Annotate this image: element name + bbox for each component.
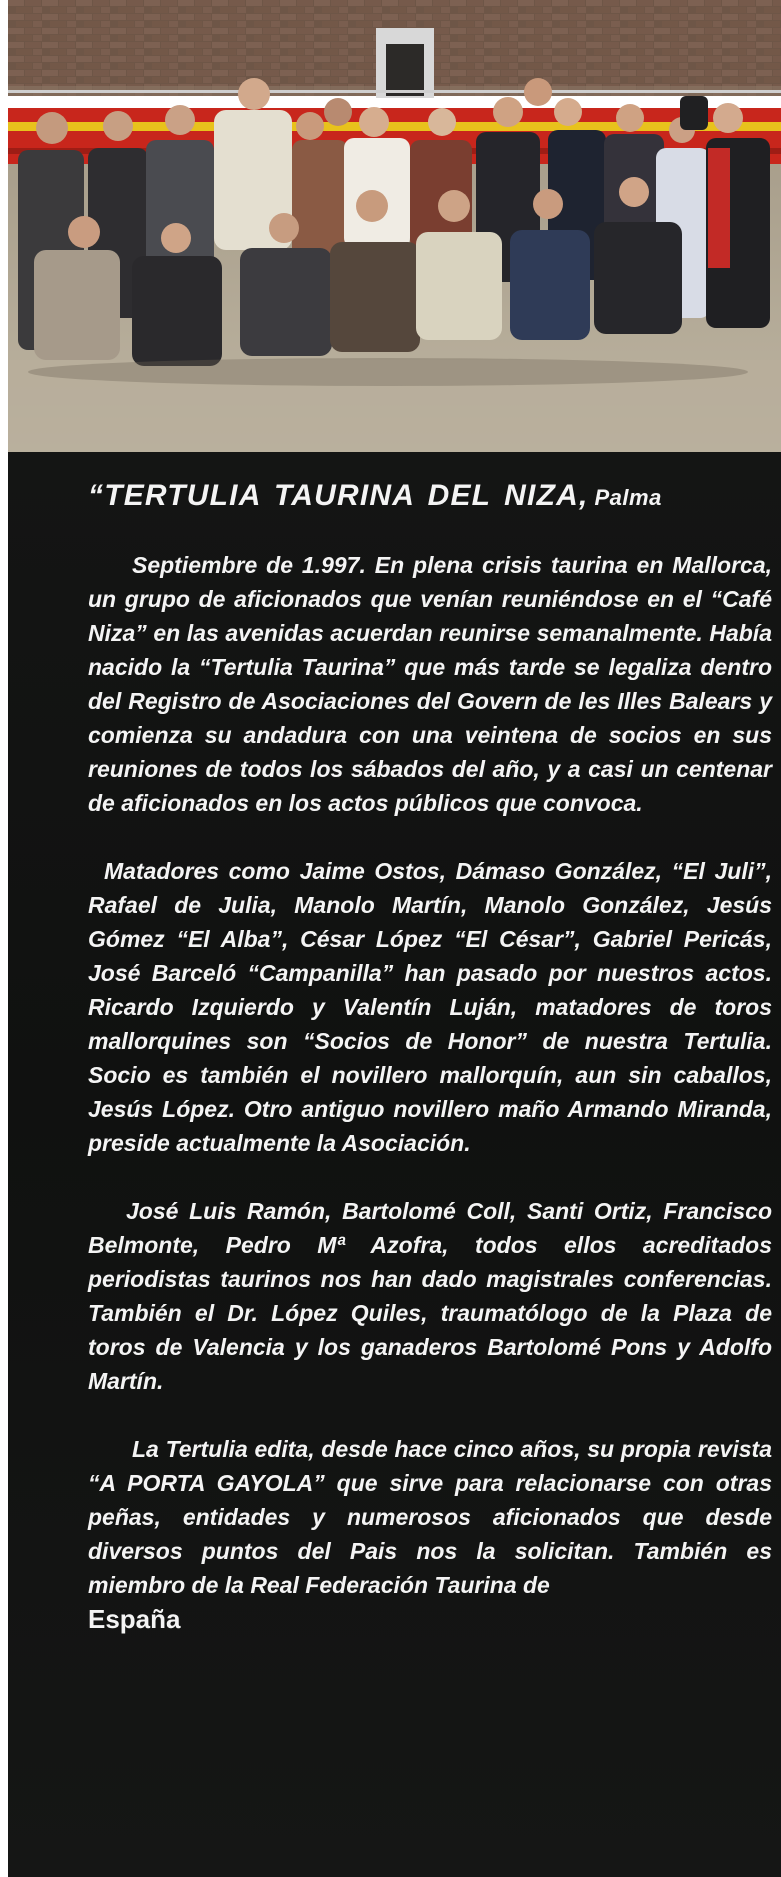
paragraph-matadores: Matadores como Jaime Ostos, Dámaso González, “El Juli”, Rafael de Julia, Manolo Martín, Manolo González, Jesús Gómez “El Alba”, César López “El César”, Gabriel Pericás, José Barceló “Campanilla” han pasado por nuestros actos. Ricardo Izquierdo y Valentín Luján, matadores de toros mallorquines son “Socios de Honor” de nuestra Tertulia. Socio es también el novillero mallorquín, aun sin caballos, Jesús López. Otro antiguo novillero maño Armando Miranda, preside actualmente la Asociación. bbox=[88, 858, 772, 1156]
paragraph-founding: Septiembre de 1.997. En plena crisis taurina en Mallorca, un grupo de aficionados que venían reuniéndose en el “Café Niza” en las avenidas acuerdan reunirse semanalmente. Había nacido la “Tertulia Taurina” que más tarde se legaliza dentro del Registro de Asociaciones del Govern de les Illes Balears y comienza su andadura con una veintena de socios en sus reuniones de todos los sábados del año, y a casi un centenar de aficionados en los actos públicos que convoca. bbox=[88, 552, 772, 816]
paragraph-final-line bbox=[88, 1602, 772, 1637]
article-heading bbox=[88, 474, 772, 520]
paragraph-revista: La Tertulia edita, desde hace cinco años, su propia revista “A PORTA GAYOLA” que sirve para relacionarse con otras peñas, entidades y numerosos aficionados que desde diversos puntos del Pais nos la solicitan. También es miembro de la Real Federación Taurina de bbox=[88, 1436, 772, 1598]
final-word: España bbox=[88, 1604, 181, 1634]
text-panel bbox=[8, 452, 781, 1877]
group-photograph bbox=[8, 0, 781, 452]
group-photo-illustration bbox=[8, 0, 781, 452]
paragraph-conferencias: José Luis Ramón, Bartolomé Coll, Santi Ortiz, Francisco Belmonte, Pedro Mª Azofra, todos ellos acreditados periodistas taurinos nos han dado magistrales conferencias. También el Dr. López Quiles, traumatólogo de la Plaza de toros de Valencia y los ganaderos Bartolomé Pons y Adolfo Martín. bbox=[88, 1198, 772, 1394]
heading-place: Palma bbox=[594, 485, 662, 510]
heading-title: “TERTULIA TAURINA DEL NIZA, bbox=[88, 479, 589, 512]
article-body bbox=[88, 474, 772, 1637]
